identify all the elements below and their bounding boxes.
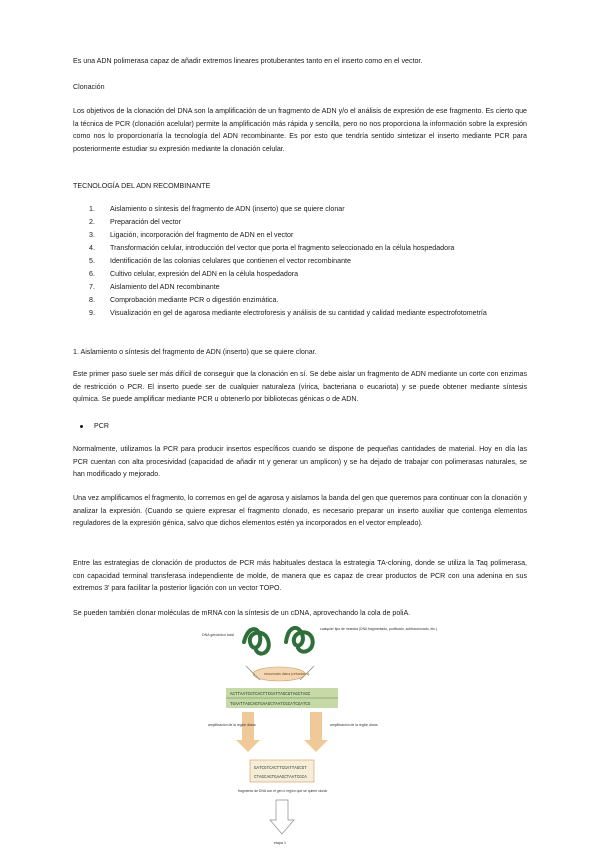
list-item: 2. Preparación del vector bbox=[89, 218, 181, 226]
list-item: 4. Transformación celular, introducción del vector que porta el fragmento seleccionado en la célula hospedadora bbox=[89, 244, 455, 252]
figure-caption: fragmento de DNA con el gen o región que se quiere clonar bbox=[238, 789, 328, 793]
genomic-dna-squiggle-left-icon bbox=[244, 629, 269, 654]
bullet-pcr: PCR bbox=[80, 420, 109, 433]
down-arrow-icon bbox=[270, 800, 294, 834]
cloning-paragraph: Los objetivos de la clonación del DNA son la amplificación de un fragmento de ADN y/o el análisis de expresión de ese fragmento. Es cierto que la técnica de PCR (clonación acelular) permite la amplificación más rápida y sencilla, pero no nos proporciona la información sobre la expresión como nos lo proporcionaría la tecnología del ADN recombinante. Es por esto que tendría sentido sintetizar el inserto mediante PCR para posteriormente estudiar su expresión mediante la clonación celular. bbox=[73, 107, 527, 153]
list-item: 8. Comprobación mediante PCR o digestión enzimática. bbox=[89, 296, 279, 304]
tech-heading: TECNOLOGÍA DEL ADN RECOMBINANTE bbox=[73, 182, 211, 190]
list-item: 6. Cultivo celular, expresión del ADN en la célula hospedadora bbox=[89, 270, 299, 278]
intro-line: Es una ADN polimerasa capaz de añadir extremos lineares protuberantes tanto en el inserto como en el vector. bbox=[73, 57, 423, 65]
seq-bottom: TGAATTAGCAGTGAAGCTAATCGCATCGATCG bbox=[230, 703, 311, 707]
pcr-paragraph-3: Entre las estrategias de clonación de productos de PCR más habituales destaca la estrategia TA-cloning, donde se utiliza la Taq polimerasa, con capacidad terminal transferasa independiente de molde, de manera que es capaz de crear productos de PCR con una adenina en sus extremos 3' para facilitar la posterior ligación con un vector TOPO. bbox=[73, 559, 527, 593]
seq-top: ACTTAATCGTCACTTCGATTAGCGTAGCTAGC bbox=[230, 693, 311, 697]
list-item: 9. Visualización en gel de agarosa mediante electroforesis y análisis de su cantidad y calidad mediante espectrofotometría bbox=[89, 309, 487, 317]
cloning-heading: Clonación bbox=[73, 83, 105, 91]
list-item: 7. Aislamiento del ADN recombinante bbox=[89, 283, 220, 291]
label-any-source: cualquier tipo de muestra (DNA fragmentado, purificado, subfraccionado, etc.) bbox=[320, 627, 438, 631]
label-left: amplificación de la región diana bbox=[208, 723, 256, 727]
section1-paragraph: Este primer paso suele ser más difícil de conseguir que la clonación en sí. Se debe aislar un fragmento de ADN mediante un corte con enzimas de restricción o PCR. El inserto puede ser de cualquier naturaleza (vírica, bacteriana o eucariota) y se puede obtener mediante síntesis química. Se puede amplificar mediante PCR u obtenerlo por bibliotecas génicas o de ADN. bbox=[73, 370, 527, 404]
label-dna-genomic: DNA genómico total bbox=[202, 633, 234, 637]
pcr-paragraph-2: Una vez amplificamos el fragmento, lo corremos en gel de agarosa y aislamos la banda del gen que queremos para continuar con la clonación y analizar la expresión. (Cuando se quiere expresar el fragmento clonado, es necesario preparar un inserto auxiliar que contenga elementos reguladores de la expresión génica, salvo que dichos elementos estén ya incorporados en el vector empleado). bbox=[73, 494, 527, 528]
list-item: 5. Identificación de las colonias celulares que contienen el vector recombinante bbox=[89, 257, 351, 265]
bullet-dot-icon bbox=[80, 425, 83, 428]
section1-heading: 1. Aislamiento o síntesis del fragmento de ADN (inserto) que se quiere clonar. bbox=[73, 348, 317, 356]
cloning-figure bbox=[202, 622, 438, 848]
step-label: etapa 1 bbox=[274, 841, 286, 845]
amplify-arrow-right-icon bbox=[304, 712, 328, 752]
recombinant-steps-list bbox=[73, 203, 527, 320]
label-right: amplificación de la región diana bbox=[330, 723, 378, 727]
list-item: 1. Aislamiento o síntesis del fragmento de ADN (inserto) que se quiere clonar bbox=[89, 205, 345, 213]
label-oligos: secuencias diana (cebadores) bbox=[264, 672, 310, 676]
mrna-line: Se pueden también clonar moléculas de mRNA con la síntesis de un cDNA, aprovechando la cola de poliA. bbox=[73, 609, 411, 617]
genomic-dna-squiggle-right-icon bbox=[286, 628, 313, 652]
amplify-arrow-left-icon bbox=[236, 712, 260, 752]
pcr-cloning-diagram bbox=[202, 622, 438, 848]
list-item: 3. Ligación, incorporación del fragmento de ADN en el vector bbox=[89, 231, 294, 239]
product-top: GATCGTCACTTCGATTAGCGT bbox=[254, 767, 307, 771]
pcr-paragraph-1: Normalmente, utilizamos la PCR para producir insertos específicos cuando se dispone de pequeñas cantidades de material. Hoy en día las PCR cuentan con alta procesividad (capacidad de añadir nt y generar un amplicon) y se ha dejado de trabajar con polimerasas naturales, se han modificado y mejorado. bbox=[73, 445, 527, 479]
product-bottom: CTAGCAGTGAAGCTAATCGCA bbox=[254, 776, 307, 780]
